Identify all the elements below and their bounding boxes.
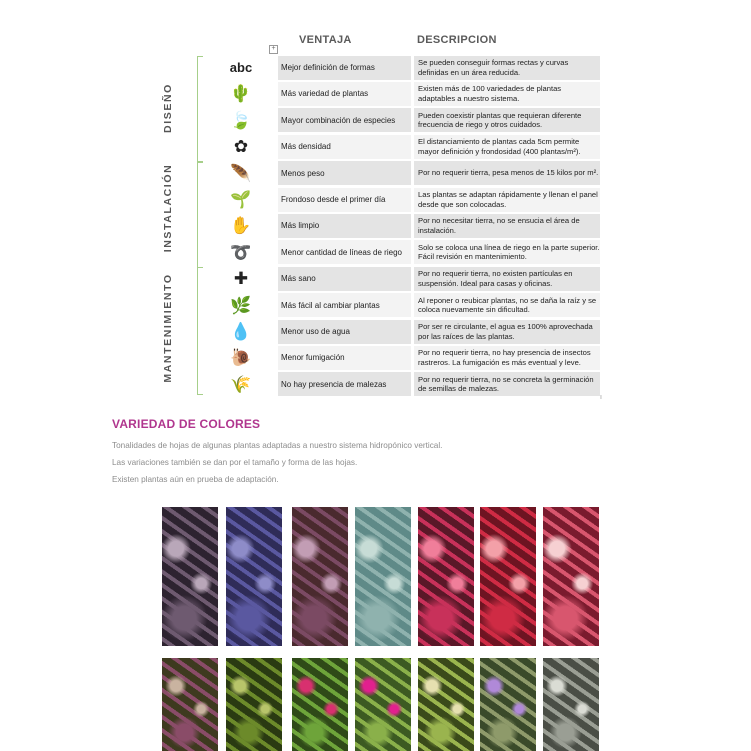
table-row <box>0 371 751 397</box>
ventaja-cell: Menos peso <box>278 161 411 185</box>
sprout-icon: 🌱 <box>230 190 252 209</box>
table-row <box>0 345 751 371</box>
ventaja-cell: Menor fumigación <box>278 346 411 370</box>
header-descripcion: DESCRIPCION <box>417 34 497 46</box>
ventaja-cell: Más densidad <box>278 135 411 159</box>
plant-swatch-variegated-green <box>418 658 474 751</box>
table-row <box>0 319 751 345</box>
paragraph-3: Existen plantas aún en prueba de adaptación. <box>112 475 279 484</box>
descripcion-cell: Por no requerir tierra, no existen partículas en suspensión. Ideal para casas y oficinas. <box>414 267 600 291</box>
descripcion-cell: Existen más de 100 variedades de plantas adaptables a nuestro sistema. <box>414 82 600 106</box>
descripcion-cell: Por ser re circulante, el agua es 100% aprovechada por las raíces de las plantas. <box>414 320 600 344</box>
ventaja-cell: Menor cantidad de líneas de riego <box>278 240 411 264</box>
table-row <box>0 213 751 239</box>
ventaja-cell: Más fácil al cambiar plantas <box>278 293 411 317</box>
table-row <box>0 107 751 133</box>
group-label-instalacion: INSTALACIÓN <box>162 163 174 253</box>
paragraph-1: Tonalidades de hojas de algunas plantas adaptadas a nuestro sistema hidropónico vertical. <box>112 441 443 450</box>
descripcion-cell: Pueden coexistir plantas que requieran diferente frecuencia de riego y otros cuidados. <box>414 108 600 132</box>
table-row <box>0 187 751 213</box>
hand-plant-icon: 🌿 <box>230 295 252 315</box>
plant-swatch-red-polka-dot-plant <box>480 507 536 646</box>
table-row <box>0 55 751 81</box>
grass-icon: 🌾 <box>230 374 252 394</box>
paragraph-2: Las variaciones también se dan por el tamaño y forma de las hojas. <box>112 458 358 467</box>
descripcion-cell: Por no requerir tierra, no hay presencia de insectos rastreros. La fumigación es más eventual y leve. <box>414 346 600 370</box>
snail-icon: 🐌 <box>230 348 252 368</box>
ventaja-cell: Menor uso de agua <box>278 320 411 344</box>
first-aid-kit-icon: ✚ <box>233 269 249 289</box>
abc-text-icon: abc <box>229 60 253 75</box>
ventaja-cell: Más limpio <box>278 214 411 238</box>
plant-swatch-blue-grey-grass <box>355 507 411 646</box>
ventaja-cell: Mayor combinación de especies <box>278 108 411 132</box>
table-row <box>0 239 751 265</box>
plant-swatch-silver-foliage <box>543 658 599 751</box>
plant-swatch-dark-purple-foliage <box>162 507 218 646</box>
plant-swatch-pink-white-polka-dot <box>543 507 599 646</box>
descripcion-cell: Se pueden conseguir formas rectas y curvas definidas en un área reducida. <box>414 56 600 80</box>
table-row <box>0 134 751 160</box>
plant-swatch-indigo-foliage <box>226 507 282 646</box>
table-row <box>0 292 751 318</box>
plant-swatch-green-succulent-mix <box>226 658 282 751</box>
ventaja-cell: Mejor definición de formas <box>278 56 411 80</box>
ventaja-cell: No hay presencia de malezas <box>278 372 411 396</box>
descripcion-cell: Por no requerir tierra, pesa menos de 15 kilos por m². <box>414 161 600 185</box>
descripcion-cell: Las plantas se adaptan rápidamente y llenan el panel desde que son colocadas. <box>414 188 600 212</box>
descripcion-cell: Al reponer o reubicar plantas, no se daña la raíz y se coloca nuevamente sin dificultad. <box>414 293 600 317</box>
section-title-variedad: VARIEDAD DE COLORES <box>112 417 261 431</box>
clean-hand-icon: ✋ <box>230 216 252 236</box>
feather-icon: 🪶 <box>230 163 252 183</box>
cactus-icon: 🌵 <box>230 84 252 104</box>
plant-swatch-lilac-flowers <box>480 658 536 751</box>
ventaja-cell: Frondoso desde el primer día <box>278 188 411 212</box>
ventaja-cell: Más sano <box>278 267 411 291</box>
leaves-icon: 🍃 <box>230 110 252 130</box>
plant-swatch-pink-spotted-foliage <box>418 507 474 646</box>
group-label-diseno: DISEÑO <box>162 83 174 133</box>
ventaja-cell: Más variedad de plantas <box>278 82 411 106</box>
plant-swatch-green-with-pink-flowers <box>292 658 348 751</box>
table-anchor-handle[interactable]: + <box>269 45 278 54</box>
irrigation-hose-icon: ➰ <box>230 242 252 262</box>
plant-swatch-bronze-purple-foliage <box>292 507 348 646</box>
group-label-mantenimiento: MANTENIMIENTO <box>162 273 174 383</box>
flower-cluster-icon: ✿ <box>233 137 249 157</box>
plant-swatch-magenta-flowers <box>355 658 411 751</box>
table-end-mark: ı <box>600 394 602 401</box>
descripcion-cell: El distanciamiento de plantas cada 5cm permite mayor definición y frondosidad (400 plantas/m²). <box>414 135 600 159</box>
header-ventaja: VENTAJA <box>299 34 352 46</box>
descripcion-cell: Solo se coloca una línea de riego en la parte superior. Fácil revisión en mantenimiento. <box>414 240 600 264</box>
descripcion-cell: Por no necesitar tierra, no se ensucia el área de instalación. <box>414 214 600 238</box>
table-row <box>0 81 751 107</box>
descripcion-cell: Por no requerir tierra, no se concreta la germinación de semillas de malezas. <box>414 372 600 396</box>
table-row <box>0 160 751 186</box>
plant-swatch-purple-green-tradescantia <box>162 658 218 751</box>
table-row <box>0 266 751 292</box>
water-drop-hand-icon: 💧 <box>230 322 252 341</box>
